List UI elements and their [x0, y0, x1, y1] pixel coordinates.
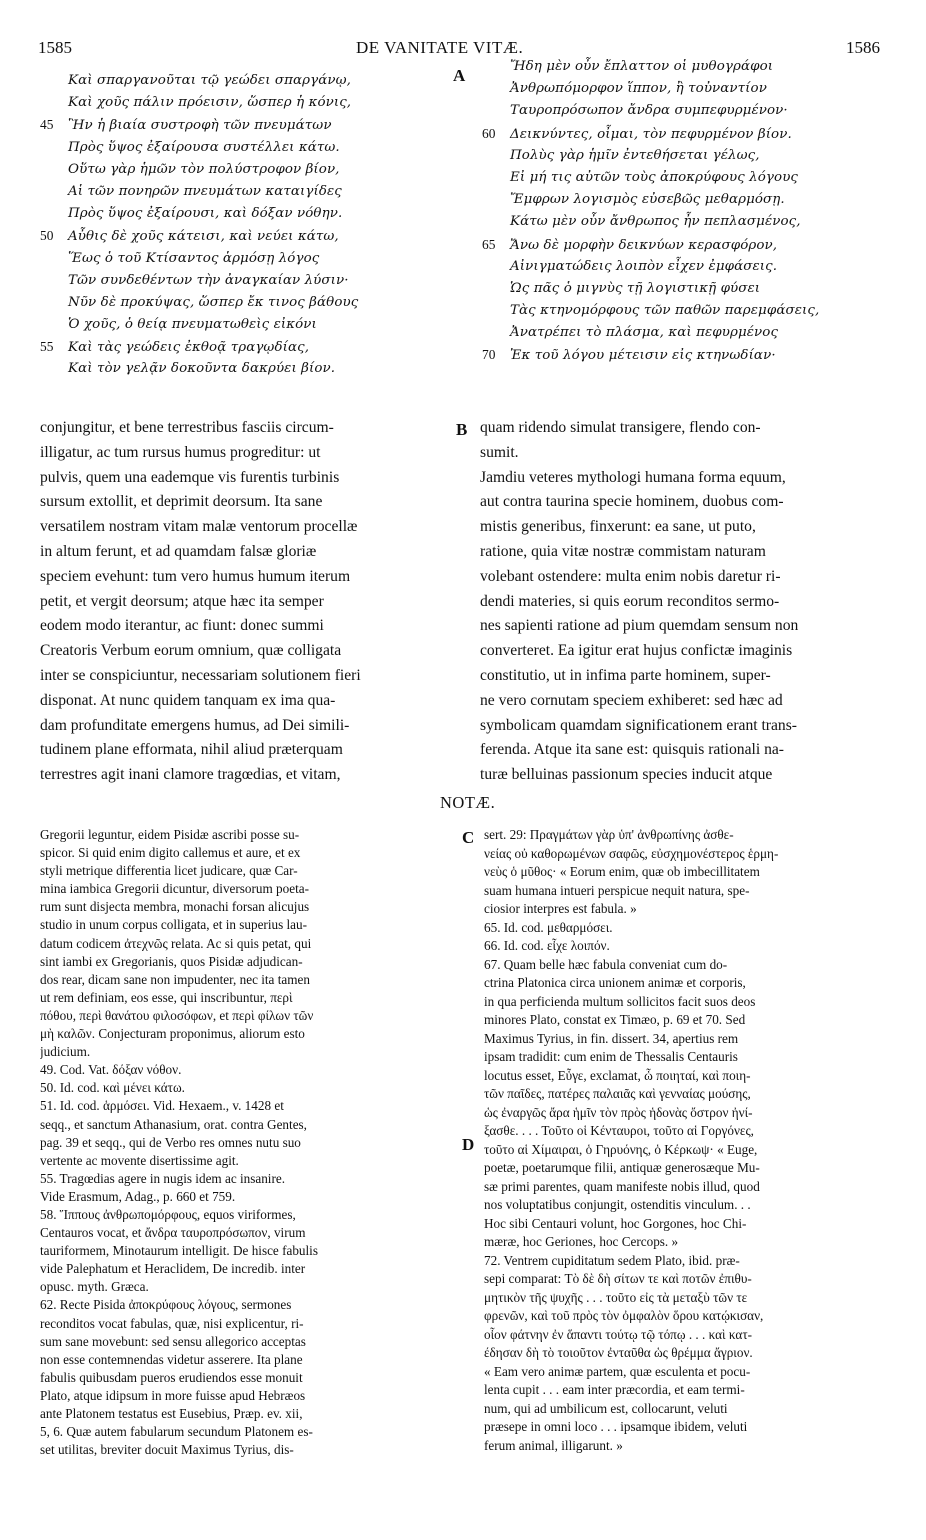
- latin-line: speciem evehunt: tum vero humus humum iterum: [40, 567, 351, 585]
- note-line: ut rem definiam, eos esse, qui inscribuntur, περὶ: [40, 989, 293, 1005]
- note-line: Maximus Tyrius, in fin. dissert. 34, apertius rem: [484, 1030, 739, 1046]
- latin-line: tudinem plane efformata, nihil aliud præterquam: [40, 741, 343, 759]
- note-line: ferum animal, illigarunt. »: [484, 1437, 623, 1453]
- margin-marker-c: C: [462, 828, 475, 847]
- note-line: Gregorii leguntur, eidem Pisidæ ascribi posse su-: [40, 827, 300, 842]
- verse-line: [482, 78, 892, 100]
- verse-line: [40, 203, 450, 225]
- latin-line: petit, et vergit deorsum; atque hæc ita semper: [40, 592, 324, 610]
- verse-line: [482, 56, 892, 78]
- verse-text: Ἀνθρωπόμορφον ἵππον, ἢ τοὐναντίον: [510, 81, 767, 97]
- verse-text: Ὁ χοῦς, ὁ θείᾳ πνευματωθεὶς εἰκόνι: [68, 317, 317, 333]
- verse-line: [482, 189, 892, 211]
- note-line: ὡς ἐναργῶς ἄρα ἡμῖν τὸν πρὸς ἡδονὰς ὄστρον ἠνί-: [484, 1104, 753, 1120]
- verse-line: [40, 159, 450, 181]
- latin-line: inter se conspiciuntur, necessariam solutionem fieri: [40, 666, 361, 684]
- note-line: mæræ, hoc Geriones, hoc Cercops. »: [484, 1234, 679, 1249]
- note-line: « Eam vero animæ partem, quæ esculenta et pocu-: [484, 1363, 751, 1379]
- latin-line: disponat. At nunc quidem tanquam ex ima qua-: [40, 691, 336, 709]
- note-line: vertente ac movente disertissime agit.: [40, 1152, 239, 1168]
- latin-line: dendi materies, si quis eorum reconditos sermo-: [480, 592, 780, 610]
- note-line: rum sunt disjecta membra, monachi forsan alicujus: [40, 899, 310, 915]
- note-line: poetæ, poetarumque filii, antiquæ generosæque Mu-: [484, 1160, 760, 1175]
- verse-text: Ἔμφρων λογισμὸς εὐσεβῶς μεθαρμόσῃ.: [510, 192, 785, 208]
- note-line: Plato, atque idipsum in more fuisse apud Hebræos: [40, 1387, 306, 1403]
- note-line: 67. Quam belle hæc fabula conveniat cum do-: [484, 956, 728, 972]
- verse-number: 50: [40, 228, 54, 244]
- verse-text: Καὶ σπαργανοῦται τῷ γεώδει σπαργάνῳ,: [68, 73, 352, 88]
- note-line: minores Plato, constat ex Timæo, p. 69 et 70. Sed: [484, 1012, 746, 1027]
- running-title: DE VANITATE VITÆ.: [356, 38, 524, 57]
- note-line: nos voluptatibus conjungit, ostenditis vinculum. . .: [484, 1197, 751, 1212]
- verse-line: [40, 336, 450, 358]
- latin-line: pulvis, quem una eademque vis furentis turbinis: [40, 468, 340, 486]
- verse-line: [40, 270, 450, 292]
- note-line: 65. Id. cod. μεθαρμόσει.: [484, 919, 613, 935]
- latin-translation-left: [40, 416, 454, 788]
- margin-marker-b: B: [456, 420, 468, 439]
- verse-text: Εἰ μή τις αὐτῶν τοὺς ἀποκρύφους λόγους: [510, 169, 799, 185]
- latin-line: nes sapienti ratione ad pium quemdam sensum non: [480, 617, 799, 635]
- verse-line: [40, 248, 450, 270]
- verse-line: [40, 225, 450, 247]
- note-line: ξασθε. . . . Τοῦτο οἱ Κένταυροι, τοῦτο αἱ Γοργόνες,: [484, 1123, 754, 1138]
- latin-line: eodem modo iterantur, ac fiunt: donec summi: [40, 617, 324, 635]
- note-line: πόθου, περὶ θανάτου φιλοσόφων, et περὶ φίλων τῶν: [40, 1007, 314, 1023]
- verse-text: Δεικνύντες, οἶμαι, τὸν πεφυρμένον βίον.: [510, 126, 792, 142]
- note-line: ipsam tradidit: cum enim de Thessalis Centauris: [484, 1049, 738, 1064]
- note-line: 62. Recte Pisida ἀποκρύφους λόγους, sermones: [40, 1297, 292, 1313]
- note-line: lenta cupit . . . eam inter præcordia, et eam termi-: [484, 1382, 745, 1397]
- note-line: νείας οὐ καθορωμένων σαφῶς, εὐσχημονέστερος ἑρμη-: [484, 845, 779, 861]
- note-line: styli metrique differentia licet judicare, quæ Car-: [40, 863, 298, 879]
- note-line: 49. Cod. Vat. δόξαν νόθον.: [40, 1062, 182, 1078]
- latin-line: terrestres agit inani clamore tragœdias, et vitam,: [40, 766, 341, 784]
- verse-text: Καὶ τὸν γελᾷν δοκοῦντα δακρύει βίον.: [68, 361, 336, 377]
- note-line: pag. 39 et seqq., qui de Verbo res omnes nutu suo: [40, 1134, 301, 1150]
- note-line: datum codicem ἀτεχνῶς relata. Ac si quis petat, qui: [40, 935, 312, 951]
- notes-left-column: [40, 826, 454, 1459]
- verse-line: [40, 292, 450, 314]
- latin-line: Creatoris Verbum eorum omnium, quæ colligata: [40, 642, 342, 660]
- note-line: dos rear, dicam sane non impudenter, nec ita tamen: [40, 971, 310, 987]
- verse-line: [482, 322, 892, 344]
- note-line: 5, 6. Quæ autem fabularum secundum Platonem es-: [40, 1424, 313, 1440]
- greek-verse-right: [482, 56, 892, 367]
- latin-line: ratione, quia vitæ nostræ commistam naturam: [480, 542, 766, 560]
- note-line: έδησαν δὴ τὸ τοιοῦτον ἐνταῦθα ὡς θρέμμα ἄγριον.: [484, 1345, 753, 1360]
- latin-line: sursum extollit, et deprimit deorsum. Ita sane: [40, 493, 323, 511]
- latin-line: aut contra taurina specie hominem, duobus com-: [480, 493, 784, 511]
- note-line: 58. Ἵππους ἀνθρωπομόρφους, equos viriformes,: [40, 1206, 296, 1222]
- verse-text: Οὕτω γὰρ ἡμῶν τὸν πολύστροφον βίον,: [68, 161, 340, 177]
- latin-line: ferenda. Atque ita sane est: quisquis rationali na-: [480, 741, 784, 759]
- verse-text: Ἀνατρέπει τὸ πλάσμα, καὶ πεφυρμένος: [510, 325, 779, 341]
- verse-line: [482, 123, 892, 145]
- latin-line: Jamdiu veteres mythologi humana forma equum,: [480, 468, 786, 486]
- latin-line: illigatur, ac tum rursus humus progreditur: ut: [40, 443, 321, 461]
- verse-text: Καὶ χοῦς πάλιν πρόεισιν, ὥσπερ ἡ κόνις,: [68, 95, 352, 111]
- verse-text: Αἱ τῶν πονηρῶν πνευμάτων καταιγίδες: [68, 183, 342, 199]
- verse-line: [482, 278, 892, 300]
- note-line: 50. Id. cod. καὶ μένει κάτω.: [40, 1080, 185, 1096]
- note-line: reconditos vocat fabulas, quæ, nisi explicentur, ri-: [40, 1315, 304, 1331]
- verse-line: [40, 92, 450, 114]
- note-line: τῶν παῖδες, πατέρες παλαιᾶς καὶ γενναίας μούσης,: [484, 1086, 751, 1101]
- verse-number: 55: [40, 339, 54, 355]
- verse-text: Κάτω μὲν οὖν ἄνθρωπος ἦν πεπλασμένος,: [510, 214, 801, 230]
- note-line: præsepe in omni loco . . . ipsamque ibidem, veluti: [484, 1419, 748, 1434]
- verse-line: [482, 100, 892, 122]
- verse-text: Αὖθις δὲ χοῦς κάτεισι, καὶ νεύει κάτω,: [68, 229, 339, 245]
- note-line: vide Palephatum et Heraclidem, De incredib. inter: [40, 1261, 306, 1277]
- latin-line: mistis generibus, finxerunt: ea sane, ut puto,: [480, 518, 756, 536]
- right-page-number: 1586: [846, 38, 880, 57]
- verse-text: Ὡς πᾶς ὁ μιγνὺς τῇ λογιστικῇ φύσει: [510, 280, 761, 296]
- verse-number: 65: [482, 236, 496, 252]
- latin-line: constitutio, ut in infima parte hominem, super-: [480, 666, 771, 684]
- verse-text: Πρὸς ὕψος ἐξαίρουσι, καὶ δόξαν νόθην.: [68, 206, 343, 222]
- note-line: non esse contemnendas videtur asserere. Ita plane: [40, 1351, 303, 1367]
- note-line: 72. Ventrem cupiditatum sedem Plato, ibid. præ-: [484, 1252, 740, 1268]
- note-line: in qua perficienda multum sollicitos facit suos deos: [484, 993, 756, 1009]
- latin-line: ne vero cornutam speciem exhiberet: sed hæc ad: [480, 691, 783, 709]
- verse-line: [40, 181, 450, 203]
- note-line: suam humana intueri perspicue nequit natura, spe-: [484, 882, 750, 898]
- note-line: μὴ καλῶν. Conjecturam proponimus, aliorum esto: [40, 1026, 305, 1042]
- verse-line: [40, 358, 450, 380]
- verse-line: [482, 211, 892, 233]
- note-line: Vide Erasmum, Adag., p. 660 et 759.: [40, 1188, 236, 1204]
- note-line: sæ primi parentes, quam manifeste nobis illud, quod: [484, 1178, 760, 1194]
- verse-text: Αἰνιγματώδεις λοιπὸν εἶχεν ἐμφάσεις.: [510, 258, 778, 274]
- latin-line: in altum ferunt, et ad quamdam falsæ gloriæ: [40, 542, 317, 560]
- verse-line: [40, 114, 450, 136]
- verse-line: [482, 234, 892, 256]
- note-line: opusc. myth. Græca.: [40, 1279, 149, 1295]
- verse-text: Τῶν συνδεθέντων τὴν ἀναγκαίαν λύσιν·: [68, 272, 349, 288]
- verse-line: [482, 145, 892, 167]
- note-line: tauriformem, Minotaurum intelligit. De hisce fabulis: [40, 1243, 318, 1259]
- note-line: 66. Id. cod. εἶχε λοιπόν.: [484, 938, 610, 953]
- verse-line: [40, 70, 450, 92]
- note-line: sert. 29: Πραγμάτων γὰρ ὑπ' ἀνθρωπίνης ἀσθε-: [484, 827, 734, 842]
- note-line: studio in unum corpus colligata, et in superius lau-: [40, 917, 308, 933]
- note-line: fabulis quibusdam pueros erudiendos esse monuit: [40, 1369, 303, 1385]
- note-line: sum sane movebunt: sed sensu allegorico acceptas: [40, 1333, 306, 1349]
- margin-marker-a: A: [453, 66, 466, 85]
- note-line: νεὺς ὁ μῦθος· « Eorum enim, quæ ob imbecillitatem: [484, 864, 760, 879]
- note-line: Centauros vocat, et ἄνδρα ταυροπρόσωπον, virum: [40, 1225, 306, 1241]
- latin-line: volebant ostendere: multa enim nobis daretur ri-: [480, 567, 781, 585]
- note-line: μητικὸν τῆς ψυχῆς . . . τοῦτο εἰς τὰ μεταξὺ τῶν τε: [484, 1289, 748, 1305]
- note-line: ante Platonem testatus est Eusebius, Præp. ev. xii,: [40, 1406, 303, 1421]
- verse-number: 60: [482, 125, 496, 141]
- notes-heading: NOTÆ.: [440, 793, 496, 812]
- note-line: φρενῶν, καὶ τοῦ πρὸς τὸν ὀμφαλὸν ὅρου κατῴκισαν,: [484, 1308, 764, 1323]
- latin-line: conjungitur, et bene terrestribus fasciis circum-: [40, 419, 334, 436]
- verse-number: 45: [40, 117, 54, 133]
- left-page-number: 1585: [38, 38, 72, 57]
- verse-text: Πρὸς ὕψος ἐξαίρουσα συστέλλει κάτω.: [68, 139, 340, 155]
- latin-line: quam ridendo simulat transigere, flendo con-: [480, 419, 761, 436]
- note-line: locutus esset, Εὖγε, exclamat, ὦ ποιηταί, καὶ ποιη-: [484, 1067, 751, 1083]
- notes-right-column: [484, 826, 894, 1455]
- verse-text: Ἄνω δὲ μορφὴν δεικνύων κερασφόρον,: [510, 237, 778, 253]
- latin-translation-right: [480, 416, 890, 788]
- note-line: sepi comparat: Τὸ δὲ δὴ σίτων τε καὶ ποτῶν ἐπιθυ-: [484, 1271, 752, 1286]
- note-line: sint iambi ex Gregorianis, quos Pisidæ adjudican-: [40, 953, 303, 969]
- note-line: οἷον φάτνην ἐν ἅπαντι τούτῳ τῷ τόπῳ . . . καὶ κατ-: [484, 1326, 753, 1342]
- note-line: τοῦτο αἱ Χίμαιραι, ὁ Γηρυόνης, ὁ Κέρκωψ· « Euge,: [484, 1141, 758, 1157]
- verse-line: [482, 167, 892, 189]
- note-line: ctrina Platonica circa unionem animæ et corporis,: [484, 975, 746, 990]
- note-line: mina iambica Gregorii dicuntur, diversorum poeta-: [40, 881, 309, 897]
- verse-text: Τὰς κτηνομόρφους τῶν παθῶν παρεμφάσεις,: [510, 303, 820, 319]
- verse-text: Ταυροπρόσωπον ἄνδρα συμπεφυρμένον·: [510, 103, 788, 119]
- verse-text: Ἕως ὁ τοῦ Κτίσαντος ἁρμόσῃ λόγος: [68, 250, 320, 266]
- verse-text: Ἣν ἡ βιαία συστροφὴ τῶν πνευμάτων: [68, 118, 332, 134]
- verse-text: Πολὺς γὰρ ἡμῖν ἐντεθήσεται γέλως,: [510, 147, 760, 163]
- verse-line: [482, 344, 892, 366]
- note-line: judicium.: [40, 1044, 91, 1060]
- latin-line: sumit.: [480, 443, 519, 461]
- verse-text: Νῦν δὲ προκύψας, ὥσπερ ἔκ τινος βάθους: [68, 294, 359, 310]
- verse-line: [40, 137, 450, 159]
- verse-line: [482, 256, 892, 278]
- latin-line: turæ belluinas passionum species inducit atque: [480, 766, 773, 784]
- verse-text: Ἤδη μὲν οὖν ἔπλαττον οἱ μυθογράφοι: [510, 59, 774, 74]
- latin-line: versatilem nostram vitam malæ ventorum procellæ: [40, 518, 358, 536]
- note-line: ciosior interpres est fabula. »: [484, 901, 637, 916]
- verse-line: [40, 314, 450, 336]
- note-line: 55. Tragœdias agere in nugis idem ac insanire.: [40, 1170, 286, 1186]
- greek-verse-left: [40, 70, 450, 381]
- note-line: seqq., et sanctum Athanasium, orat. contra Gentes,: [40, 1116, 307, 1132]
- latin-line: dam profunditate emergens humus, ad Dei simili-: [40, 716, 350, 734]
- latin-line: symbolicam quamdam significationem erant trans-: [480, 716, 797, 734]
- note-line: spicor. Si quid enim digito callemus et aure, et ex: [40, 845, 301, 861]
- verse-line: [482, 300, 892, 322]
- margin-marker-d: D: [462, 1135, 475, 1154]
- note-line: set utilitas, breviter docuit Maximus Tyrius, dis-: [40, 1442, 294, 1458]
- note-line: Hoc sibi Centauri volunt, hoc Gorgones, hoc Chi-: [484, 1215, 747, 1231]
- verse-number: 70: [482, 347, 496, 363]
- note-line: num, qui ad umbilicum est, collocarunt, veluti: [484, 1400, 728, 1416]
- verse-text: Καὶ τὰς γεώδεις ἐκθοᾷ τραγῳδίας,: [68, 340, 310, 356]
- latin-line: converteret. Ea igitur erat hujus confictæ imaginis: [480, 642, 793, 660]
- note-line: 51. Id. cod. ἁρμόσει. Vid. Hexaem., v. 1428 et: [40, 1098, 284, 1114]
- verse-text: Ἐκ τοῦ λόγου μέτεισιν εἰς κτηνωδίαν·: [510, 348, 776, 364]
